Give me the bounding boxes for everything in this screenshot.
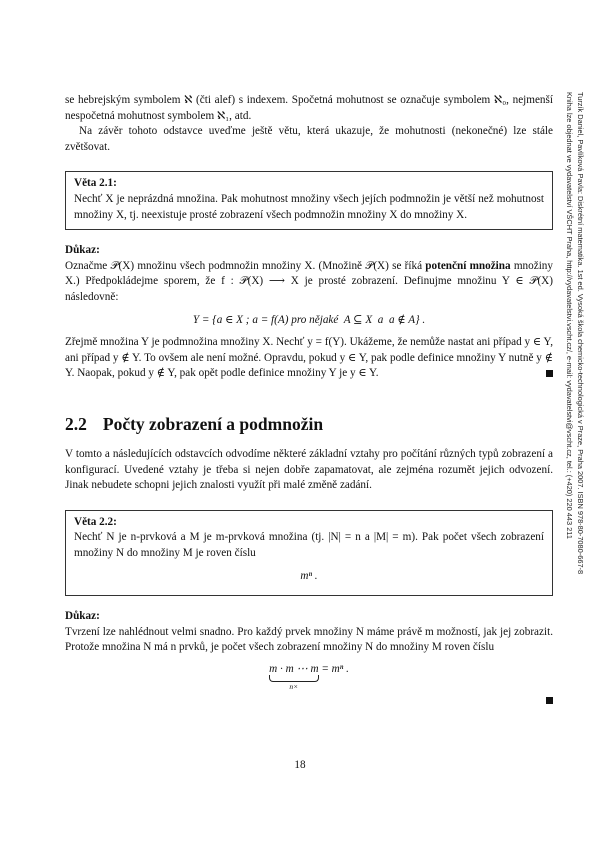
display-formula: Y = {a ∈ X ; a = f(A) pro nějaké A ⊆ X a a ∉ A} . — [192, 313, 426, 326]
proof-intro-text: Označme 𝒫(X) množinu všech podmnožin množiny X. (Množině 𝒫(X) se říká — [65, 259, 426, 272]
underbrace-icon — [269, 675, 318, 682]
margin-citation — [562, 92, 586, 692]
theorem-title: Věta 2.1: — [74, 177, 117, 190]
underbrace-label: n× — [289, 682, 299, 692]
theorem-body: Nechť N je n-prvková a M je m-prvková množina (tj. |N| = n a |M| = m). Pak počet všech zobrazení množiny N do množiny M je roven číslu — [74, 531, 544, 559]
proof-intro — [65, 259, 553, 306]
theorem-formula: mⁿ . — [300, 570, 318, 583]
proof-bold-term: potenční množina — [425, 259, 511, 272]
qed-square-icon — [546, 697, 553, 704]
product-term: m · m ⋯ m — [269, 662, 319, 675]
theorem-title: Věta 2.2: — [74, 515, 117, 528]
margin-citation-line: Kniha lze objednat ve vydavatelství VŠCHT Praha, http://vydavatelstvi.vscht.cz/, e-mail: vydavatelstvi@vscht.cz, tel.: (+420) 220 443 211 — [565, 92, 574, 539]
page-number: 18 — [294, 759, 306, 771]
section-heading — [65, 413, 553, 435]
qed-square-icon — [546, 370, 553, 377]
proof-body: Tvrzení lze nahlédnout velmi snadno. Pro každý prvek množiny N máme právě m možností, jak jej zobrazit. Protože množina N má n prvků, je počet všech zobrazení množiny N do množiny M roven číslu — [65, 625, 553, 654]
proof-conclusion: Zřejmě množina Y je podmnožina množiny X. Nechť y = f(Y). Ukážeme, že nemůže nastat ani případ y ∈ Y, ani případ y ∉ Y. To ovšem ale není možné. Opravdu, pokud y ∈ Y, pak podle definice množiny Y nutně y ∉ Y. Naopak, pokud y ∉ Y, pak opět podle definice množiny Y je y ∈ Y. — [65, 336, 553, 380]
product-formula — [65, 662, 553, 695]
margin-citation-line: Turzík Daniel, Pavlíková Pavla: Diskrétní matematika. 1st ed. Vysoká škola chemicko-technologická v Praze, Praha 2007. ISBN 978-80-7080-667-8 — [576, 92, 585, 575]
paragraph: se hebrejským symbolem ℵ (čti alef) s indexem. Spočetná mohutnost se označuje symbolem ℵ₀, nejmenší nespočetná mohutnost symbolem ℵ₁, atd. — [65, 94, 553, 122]
proof-title: Důkaz: — [65, 244, 100, 257]
section-number: 2.2 — [65, 413, 87, 434]
theorem-box — [65, 171, 553, 230]
product-result: = mⁿ . — [318, 662, 349, 675]
paragraph: Na závěr tohoto odstavce uveďme ještě větu, která ukazuje, že mohutnosti (nekonečné) lze stále zvětšovat. — [65, 125, 553, 153]
theorem-body: Nechť X je neprázdná množina. Pak mohutnost množiny všech jejích podmnožin je větší než mohutnost množiny X, tj. neexistuje prosté zobrazení všech podmnožin množiny X do množiny X. — [74, 192, 544, 221]
theorem-box — [65, 510, 553, 596]
proof-intro-text: množiny X.) Předpokládejme sporem, že f : 𝒫(X) ⟶ X je prosté zobrazení. Definujme množinu Y ∈ 𝒫(X) následovně: — [65, 259, 553, 303]
section-intro: V tomto a následujících odstavcích odvodíme některé základní vztahy pro počítání různých typů zobrazení a konfigurací. Uvedené vztahy je třeba si nejen dobře zapamatovat, ale zejména rozumět jejich odvození. Jinak nebudete schopni jejich znalosti využít při malé změně zadání. — [65, 447, 553, 492]
section-title: Počty zobrazení a podmnožin — [102, 413, 324, 434]
underbrace-group — [269, 662, 318, 693]
page-content — [65, 93, 553, 699]
proof-title: Důkaz: — [65, 610, 100, 623]
